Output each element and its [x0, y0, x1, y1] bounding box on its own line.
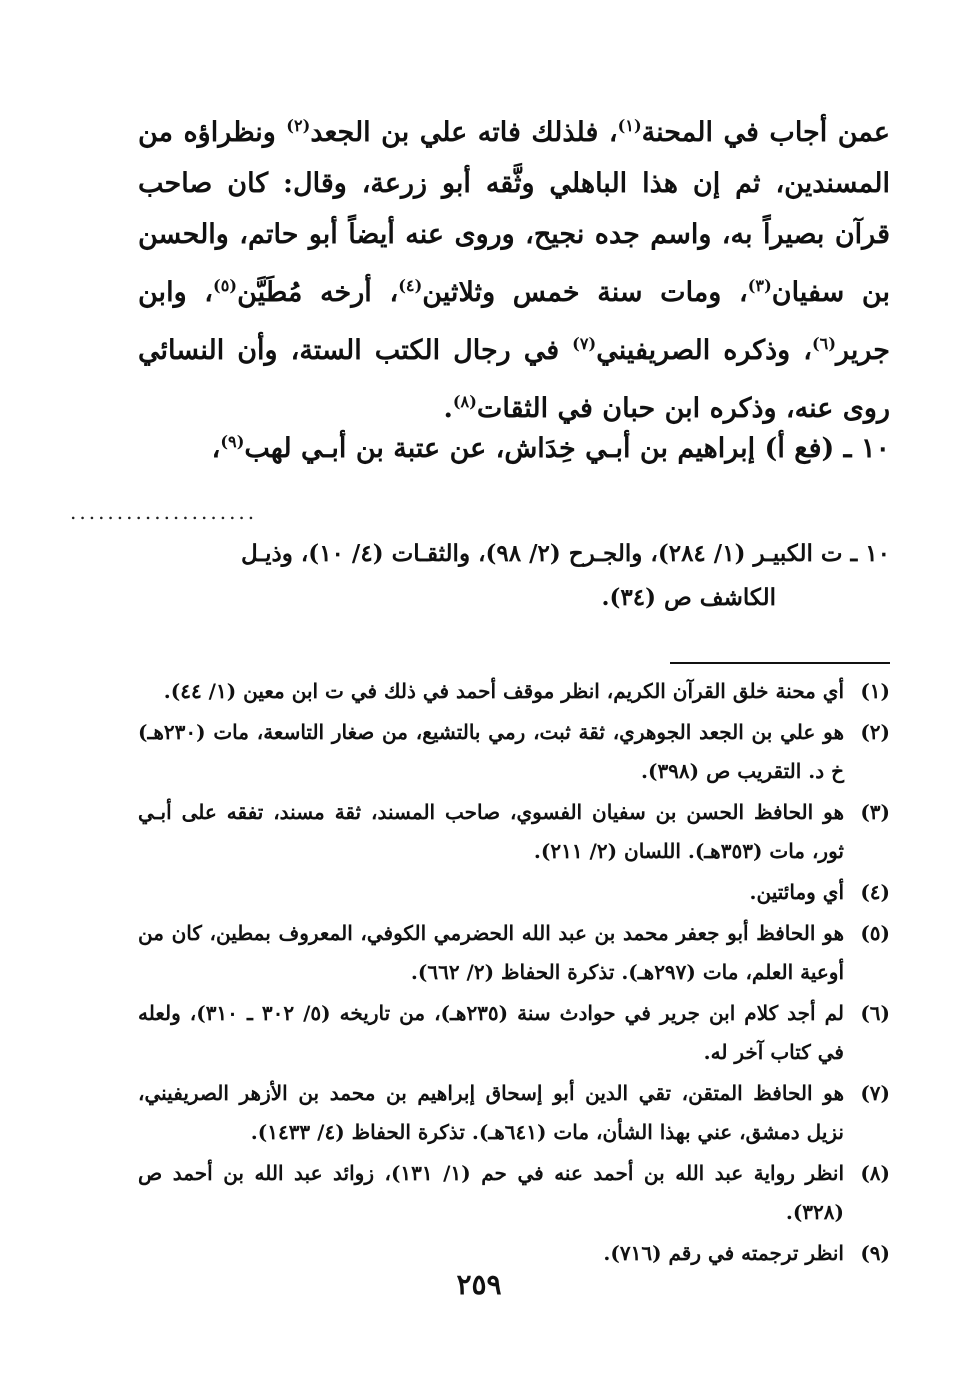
footnote-ref: (٧) — [572, 334, 597, 353]
text-run: ونظراؤه من المسندين، ثم إن هذا الباهلي وثَّقه أبو زرعة، وقال: كان صاحب قرآن بصيراً به، واسم جده نجيح، وروى عنه أيضاً أبو حاتم، والحسن بن سفيان — [138, 117, 890, 308]
footnote-text: انظر رواية عبد الله بن أحمد عنه في حم (١/ ١٣١)، زوائد عبد الله بن أحمد ص (٣٢٨). — [138, 1161, 844, 1224]
source-note — [138, 532, 890, 620]
footnote-text: هو علي بن الجعد الجوهري، ثقة ثبت، رمي بالتشيع، من صغار التاسعة، مات (٢٣٠هـ) خ د. التقريب ص (٣٩٨). — [138, 720, 844, 783]
narrator-entry — [138, 416, 890, 474]
footnote-text: لم أجد كلام ابن جرير في حوادث سنة (٢٣٥هـ)، من تاريخه (٥/ ٣٠٢ ـ ٣١٠)، ولعله في كتاب آخر له. — [138, 1001, 845, 1064]
text-run: ، وذكره الصريفيني — [596, 335, 812, 366]
dotted-separator: .................... — [70, 500, 258, 524]
source-note-line2: الكاشف ص (٣٤). — [601, 584, 776, 611]
footnote-number: (٦) — [860, 1001, 890, 1025]
main-paragraph — [138, 100, 890, 434]
footnote-ref: (٢) — [286, 116, 311, 135]
text-run: ، وابن جرير — [138, 277, 890, 366]
footnote-text: هو الحافظ الحسن بن سفيان الفسوي، صاحب المسند، ثقة مسند، تفقه على أبـي ثور، مات (٣٥٣هـ). اللسان (٢/ ٢١١). — [138, 800, 844, 863]
footnote-text: أي ومائتين. — [749, 880, 844, 904]
text-run: في رجال الكتب الستة، وأن النسائي روى عنه، وذكره ابن حبان في الثقات — [138, 335, 890, 424]
footnote-number: (٨) — [860, 1161, 890, 1185]
footnote — [138, 1154, 890, 1232]
footnote-number: (٤) — [860, 880, 890, 904]
text-run: ، ومات سنة خمس وثلاثين — [422, 277, 748, 308]
footnote-text: هو الحافظ أبو جعفر محمد بن عبد الله الحضرمي الكوفي، المعروف بمطين، كان من أوعية العلم، مات (٢٩٧هـ). تذكرة الحفاظ (٢/ ٦٦٢). — [138, 921, 844, 984]
footnotes-list — [138, 672, 890, 1275]
text-run: عمن أجاب في المحنة — [641, 117, 890, 148]
text-run: . — [443, 393, 453, 424]
footnote-number: (٣) — [860, 800, 890, 824]
footnote-text: هو الحافظ المتقن، تقي الدين أبو إسحاق إبراهيم بن محمد بن الأزهر الصريفيني، نزيل دمشق، عني بهذا الشأن، مات (٦٤١هـ). تذكرة الحفاظ (٤/ ١٤٣٣). — [138, 1081, 844, 1144]
footnote-rule — [670, 662, 890, 664]
source-note-line1: ١٠ ـ ت الكبيـر (١/ ٢٨٤)، والجـرح (٢/ ٩٨)، والثقـات (٤/ ١٠)، وذيـل — [240, 540, 890, 567]
main-paragraph-text — [138, 100, 890, 434]
footnote-text: انظر ترجمته في رقم (٧١٦). — [603, 1241, 844, 1265]
footnote-number: (٥) — [860, 921, 890, 945]
footnote — [138, 793, 890, 871]
footnote-text: أي محنة خلق القرآن الكريم، انظر موقف أحمد في ذلك في ت ابن معين (١/ ٤٤). — [163, 679, 844, 703]
footnote-ref: (٤) — [398, 276, 423, 295]
footnote — [138, 672, 890, 711]
footnote-ref: (٨) — [452, 392, 477, 411]
footnote — [138, 873, 890, 912]
footnote-ref: (٩) — [220, 432, 245, 451]
footnote-ref: (٣) — [747, 276, 772, 295]
footnote-ref: (٦) — [811, 334, 836, 353]
entry-text: ١٠ ـ (فع أ) إبراهيم بن أبـي خِدَاش، عن عتبة بن أبـي لهب — [244, 433, 890, 464]
footnote-ref: (٥) — [213, 276, 238, 295]
footnote — [138, 713, 890, 791]
footnote — [138, 1074, 890, 1152]
footnote-number: (٩) — [860, 1241, 890, 1265]
footnote-number: (٧) — [860, 1081, 890, 1105]
footnote-number: (١) — [860, 679, 890, 703]
text-run: ، أرخه مُطَيَّن — [237, 277, 399, 308]
footnote-ref: (١) — [617, 116, 642, 135]
footnote — [138, 914, 890, 992]
page-number: ٢٥٩ — [456, 1268, 502, 1301]
footnote — [138, 994, 890, 1072]
text-run: ، فلذلك فاته علي بن الجعد — [310, 117, 618, 148]
footnote-number: (٢) — [860, 720, 890, 744]
entry-end: ، — [211, 433, 221, 464]
